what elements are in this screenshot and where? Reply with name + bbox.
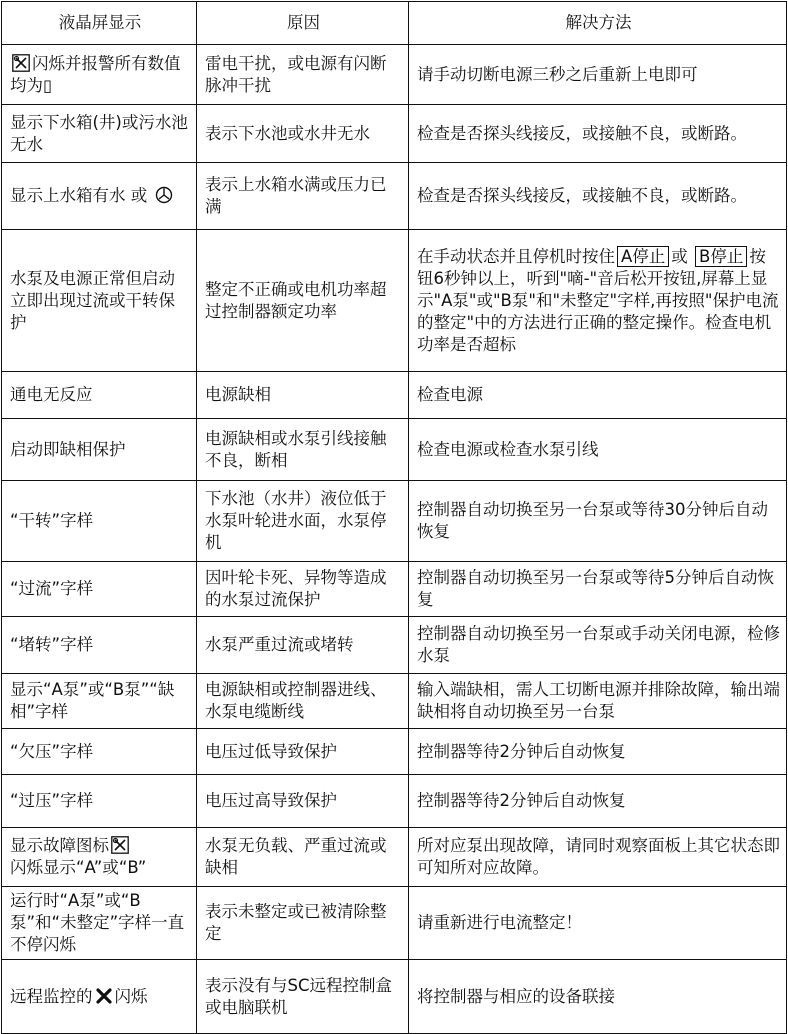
header-cause: 原因 bbox=[197, 2, 409, 45]
cause-cell: 整定不正确或电机功率超过控制器额定功率 bbox=[197, 230, 409, 372]
wrench-screwdriver-icon bbox=[12, 54, 30, 72]
solution-cell: 在手动状态并且停机时按住 A停止 或 B停止 按钮6秒钟以上，听到"嘀-"音后松开按钮,屏幕上显示"A泵"或"B泵"和"未整定"字样,再按照"保护电流的整定"中的方法进行正确的整定操作。检查电机功率是否超标 bbox=[409, 230, 787, 372]
table-row bbox=[2, 729, 787, 775]
table-row bbox=[2, 105, 787, 163]
display-cell: 显示故障图标 闪烁显示“A”或“B” bbox=[2, 828, 197, 887]
b-stop-button-label: B停止 bbox=[695, 246, 747, 267]
gauge-icon bbox=[155, 186, 173, 204]
cause-cell: 表示未整定或已被清除整定 bbox=[197, 887, 409, 960]
cause-cell: 电源缺相或控制器进线、水泵电缆断线 bbox=[197, 674, 409, 729]
display-cell: 显示下水箱(井)或污水池无水 bbox=[2, 105, 197, 163]
table-row bbox=[2, 163, 787, 230]
troubleshooting-table bbox=[1, 1, 787, 1034]
cause-cell: 下水池（水井）液位低于水泵叶轮进水面，水泵停机 bbox=[197, 481, 409, 562]
display-cell: 水泵及电源正常但启动立即出现过流或干转保护 bbox=[2, 230, 197, 372]
solution-cell: 控制器自动切换至另一台泵或等待30分钟后自动恢复 bbox=[409, 481, 787, 562]
display-cell: 显示“A泵”或“B泵”“缺相”字样 bbox=[2, 674, 197, 729]
cause-cell: 表示下水池或水井无水 bbox=[197, 105, 409, 163]
table-row bbox=[2, 419, 787, 481]
display-cell: “欠压”字样 bbox=[2, 729, 197, 775]
wrench-screwdriver-icon bbox=[111, 836, 129, 854]
header-display: 液晶屏显示 bbox=[2, 2, 197, 45]
table-header-row bbox=[2, 2, 787, 45]
display-cell: “堵转”字样 bbox=[2, 617, 197, 674]
solution-cell: 检查是否探头线接反，或接触不良，或断路。 bbox=[409, 163, 787, 230]
cause-cell: 电源缺相或水泵引线接触不良，断相 bbox=[197, 419, 409, 481]
solution-cell: 输入端缺相，需人工切断电源并排除故障，输出端缺相将自动切换至另一台泵 bbox=[409, 674, 787, 729]
display-cell: 远程监控的 闪烁 bbox=[2, 960, 197, 1034]
display-cell: 运行时“A泵”或“B泵”和“未整定”字样一直不停闪烁 bbox=[2, 887, 197, 960]
header-solution: 解决方法 bbox=[409, 2, 787, 45]
cause-cell: 电源缺相 bbox=[197, 372, 409, 419]
solution-cell: 请重新进行电流整定！ bbox=[409, 887, 787, 960]
solution-cell: 检查是否探头线接反，或接触不良，或断路。 bbox=[409, 105, 787, 163]
display-cell: “过流”字样 bbox=[2, 562, 197, 617]
solution-cell: 将控制器与相应的设备联接 bbox=[409, 960, 787, 1034]
cause-cell: 表示上水箱水满或压力已满 bbox=[197, 163, 409, 230]
display-cell: “干转”字样 bbox=[2, 481, 197, 562]
table-row bbox=[2, 828, 787, 887]
table-row bbox=[2, 775, 787, 828]
table-row bbox=[2, 372, 787, 419]
table-row bbox=[2, 617, 787, 674]
solution-cell: 控制器等待2分钟后自动恢复 bbox=[409, 729, 787, 775]
table-row bbox=[2, 481, 787, 562]
remote-x-icon bbox=[95, 987, 113, 1005]
display-cell: 闪烁并报警所有数值均为▯ bbox=[2, 45, 197, 105]
solution-cell: 所对应泵出现故障，请同时观察面板上其它状态即可知所对应故障。 bbox=[409, 828, 787, 887]
display-cell: 显示上水箱有水 或 bbox=[2, 163, 197, 230]
solution-cell: 请手动切断电源三秒之后重新上电即可 bbox=[409, 45, 787, 105]
table-row bbox=[2, 230, 787, 372]
table-row bbox=[2, 887, 787, 960]
table-row bbox=[2, 674, 787, 729]
cause-cell: 电压过高导致保护 bbox=[197, 775, 409, 828]
cause-cell: 雷电干扰，或电源有闪断脉冲干扰 bbox=[197, 45, 409, 105]
table-row bbox=[2, 960, 787, 1034]
solution-cell: 控制器自动切换至另一台泵或手动关闭电源，检修水泵 bbox=[409, 617, 787, 674]
table-row bbox=[2, 562, 787, 617]
cause-cell: 水泵严重过流或堵转 bbox=[197, 617, 409, 674]
a-stop-button-label: A停止 bbox=[617, 246, 669, 267]
solution-cell: 检查电源或检查水泵引线 bbox=[409, 419, 787, 481]
cause-cell: 水泵无负载、严重过流或缺相 bbox=[197, 828, 409, 887]
cause-cell: 表示没有与SC远程控制盒或电脑联机 bbox=[197, 960, 409, 1034]
solution-cell: 控制器自动切换至另一台泵或等待5分钟后自动恢复 bbox=[409, 562, 787, 617]
solution-cell: 控制器等待2分钟后自动恢复 bbox=[409, 775, 787, 828]
table-row bbox=[2, 45, 787, 105]
cause-cell: 电压过低导致保护 bbox=[197, 729, 409, 775]
solution-cell: 检查电源 bbox=[409, 372, 787, 419]
display-cell: 启动即缺相保护 bbox=[2, 419, 197, 481]
display-cell: “过压”字样 bbox=[2, 775, 197, 828]
cause-cell: 因叶轮卡死、异物等造成的水泵过流保护 bbox=[197, 562, 409, 617]
display-cell: 通电无反应 bbox=[2, 372, 197, 419]
